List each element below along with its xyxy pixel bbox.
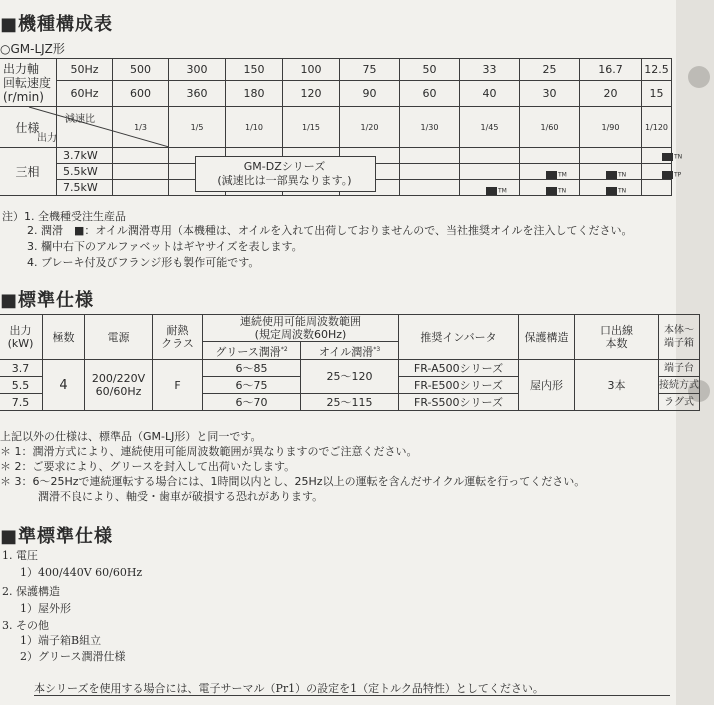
output-label: 出力 <box>37 133 57 144</box>
row-grease: 6〜85 <box>203 360 301 377</box>
hdr-power: 電源 <box>85 315 153 360</box>
speed-cell: 120 <box>283 81 340 107</box>
note-line: 上記以外の仕様は、標準品（GM-LJ形）と同一です。 <box>0 430 262 443</box>
speed-cell: 150 <box>226 59 283 81</box>
speed-cell: 33 <box>460 59 520 81</box>
ratio-cell: 1/30 <box>400 107 460 148</box>
speed-cell: 360 <box>169 81 226 107</box>
semi-item: 2. 保護構造 <box>2 585 60 598</box>
oil-marker: TM <box>486 187 507 195</box>
speed-cell: 180 <box>226 81 283 107</box>
semi-item: 1）端子箱B組立 <box>20 634 102 647</box>
ratio-cell: 1/5 <box>169 107 226 148</box>
semi-item: 1. 電圧 <box>2 549 38 562</box>
section-title-standard-spec: ■標準仕様 <box>0 290 95 311</box>
oil-marker: TN <box>606 187 626 195</box>
row-output: 5.5 <box>0 377 43 394</box>
ratio-output-header <box>37 107 113 148</box>
speed-cell: 600 <box>113 81 169 107</box>
speed-cell: 20 <box>580 81 642 107</box>
freq-60: 60Hz <box>57 81 113 107</box>
row-grease: 6〜70 <box>203 394 301 411</box>
semi-item: 1）400/440V 60/60Hz <box>20 566 143 579</box>
note-line: ＊ 1：潤滑方式により、連続使用可能周波数範囲が異なりますのでご注意ください。 <box>0 445 418 458</box>
row-terminal: 端子台 <box>659 360 700 377</box>
row-oil: 25〜115 <box>301 394 399 411</box>
phase-label: 三相 <box>0 148 57 196</box>
freq-50: 50Hz <box>57 59 113 81</box>
semi-item: 2）グリース潤滑仕様 <box>20 650 126 663</box>
ratio-cell: 1/20 <box>340 107 400 148</box>
oil-marker: TN <box>606 171 626 179</box>
power-cell: 3.7kW <box>57 148 113 164</box>
speed-cell: 15 <box>642 81 672 107</box>
oil-marker: TM <box>546 171 567 179</box>
ratio-label: 減速比 <box>65 114 95 125</box>
speed-cell: 100 <box>283 59 340 81</box>
note-line: 潤滑不良により、軸受・歯車が破損する恐れがあります。 <box>38 490 324 503</box>
hdr-output: 出力 (kW) <box>0 315 43 360</box>
semi-item: 1）屋外形 <box>20 602 71 615</box>
row-inverter: FR-E500シリーズ <box>399 377 519 394</box>
ratio-cell: 1/90 <box>580 107 642 148</box>
speed-cell: 500 <box>113 59 169 81</box>
ratio-cell: 1/60 <box>520 107 580 148</box>
hdr-poles: 極数 <box>43 315 85 360</box>
leads-value: 3本 <box>575 360 659 411</box>
oil-value: 25〜120 <box>301 360 399 394</box>
footer-underline <box>34 695 670 696</box>
row-inverter: FR-S500シリーズ <box>399 394 519 411</box>
ratio-cell: 1/45 <box>460 107 520 148</box>
row-inverter: FR-A500シリーズ <box>399 360 519 377</box>
note-line: 2. 潤滑 ■：オイル潤滑専用（本機種は、オイルを入れて出荷しておりませんので、当社推奨オイルを注入してください。 <box>27 224 633 237</box>
row-output: 3.7 <box>0 360 43 377</box>
protection-value: 屋内形 <box>519 360 575 411</box>
speed-cell: 40 <box>460 81 520 107</box>
power-cell: 7.5kW <box>57 180 113 196</box>
hdr-grease: グリース潤滑$^{*2}$ <box>203 342 301 360</box>
speed-cell: 16.7 <box>580 59 642 81</box>
oil-marker: TN <box>662 153 682 161</box>
oil-marker: TP <box>662 171 681 179</box>
hdr-freq-range: 連続使用可能周波数範囲 (規定周波数60Hz) <box>203 315 399 342</box>
oil-marker: TN <box>546 187 566 195</box>
note-line: 3. 欄中右下のアルファベットはギヤサイズを表します。 <box>27 240 303 253</box>
row-output: 7.5 <box>0 394 43 411</box>
row-terminal: ラグ式 <box>659 394 700 411</box>
speed-cell: 30 <box>520 81 580 107</box>
footer-note: 本シリーズを使用する場合には、電子サーマル（Pr1）の設定を1（定トルク品特性）としてください。 <box>34 682 544 695</box>
speed-cell: 90 <box>340 81 400 107</box>
hdr-oil: オイル潤滑$^{*3}$ <box>301 342 399 360</box>
hdr-insulation: 耐熱 クラス <box>153 315 203 360</box>
speed-cell: 25 <box>520 59 580 81</box>
hdr-leads: 口出線 本数 <box>575 315 659 360</box>
insulation-value: F <box>153 360 203 411</box>
speed-cell: 60 <box>400 81 460 107</box>
hdr-terminal: 本体〜 端子箱 <box>659 315 700 360</box>
note-line: ＊ 3：6〜25Hzで連続運転する場合には、1時間以内とし、25Hz以上の運転を含んだサイクル運転を行ってください。 <box>0 475 586 488</box>
section-title-model-table: ■機種構成表 <box>0 14 114 35</box>
section-title-semi-standard: ■準標準仕様 <box>0 526 114 547</box>
ratio-cell: 1/15 <box>283 107 340 148</box>
speed-header: 出力軸 回転速度 (r/min) <box>0 59 57 107</box>
note-line: ＊ 2：ご要求により、グリースを封入して出荷いたします。 <box>0 460 296 473</box>
row-terminal: 接続方式 <box>659 377 700 394</box>
hdr-inverter: 推奨インバータ <box>399 315 519 360</box>
binder-hole <box>688 66 710 88</box>
note-line: 注）1. 全機種受注生産品 <box>2 210 126 223</box>
ratio-cell: 1/3 <box>113 107 169 148</box>
semi-item: 3. その他 <box>2 619 49 632</box>
note-line: 4. ブレーキ付及びフランジ形も製作可能です。 <box>27 256 260 269</box>
hdr-protection: 保護構造 <box>519 315 575 360</box>
row-grease: 6〜75 <box>203 377 301 394</box>
dz-series-note: GM-DZシリーズ (減速比は一部異なります。) <box>217 160 352 187</box>
ratio-cell: 1/10 <box>226 107 283 148</box>
speed-cell: 12.5 <box>642 59 672 81</box>
speed-cell: 300 <box>169 59 226 81</box>
model-subtitle: ○GM-LJZ形 <box>0 42 65 56</box>
poles-value: 4 <box>43 360 85 411</box>
power-cell: 5.5kW <box>57 164 113 180</box>
standard-spec-table <box>0 314 700 411</box>
speed-cell: 50 <box>400 59 460 81</box>
ratio-cell: 1/120 <box>642 107 672 148</box>
speed-cell: 75 <box>340 59 400 81</box>
power-value: 200/220V 60/60Hz <box>85 360 153 411</box>
spec-label: 仕様 <box>0 107 57 148</box>
